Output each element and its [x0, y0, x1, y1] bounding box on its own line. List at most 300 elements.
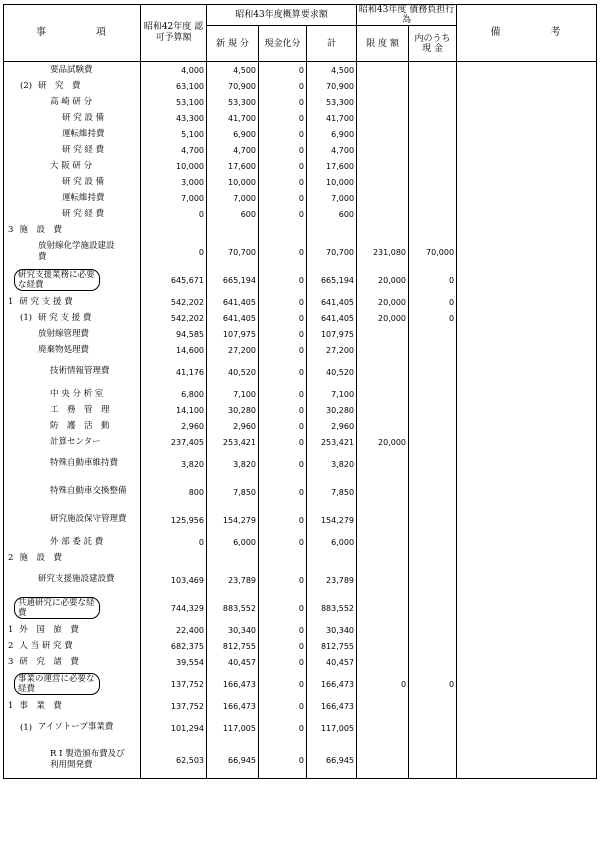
new-cell: 7,850: [207, 478, 259, 506]
item-cell: [4, 402, 141, 418]
cash-cell: 0: [259, 386, 307, 402]
item-cell: [4, 566, 141, 594]
remarks-cell: [457, 742, 597, 779]
item-cell: [4, 638, 141, 654]
table-row: [4, 358, 597, 386]
prev-budget-cell: 5,100: [141, 126, 207, 142]
table-row: [4, 566, 597, 594]
prev-budget-cell: 0: [141, 534, 207, 550]
remarks-cell: [457, 478, 597, 506]
cash-cell: 0: [259, 294, 307, 310]
item-cell: [4, 506, 141, 534]
prev-budget-cell: 645,671: [141, 266, 207, 294]
remarks-cell: [457, 654, 597, 670]
limit-cell: [357, 94, 409, 110]
remarks-cell: [457, 534, 597, 550]
remarks-cell: [457, 78, 597, 94]
cash-portion-cell: [409, 506, 457, 534]
cash-portion-cell: [409, 638, 457, 654]
item-label: 外 国 旅 費: [19, 624, 79, 635]
prev-budget-cell: 6,800: [141, 386, 207, 402]
cash-portion-cell: [409, 190, 457, 206]
prev-budget-cell: [141, 550, 207, 566]
remarks-cell: [457, 206, 597, 222]
new-cell: 107,975: [207, 326, 259, 342]
table-row: [4, 654, 597, 670]
item-label: R I 製造頒布費及び利用開発費: [50, 749, 125, 770]
table-row: [4, 310, 597, 326]
prev-budget-cell: 0: [141, 206, 207, 222]
new-cell: 117,005: [207, 714, 259, 742]
remarks-cell: [457, 62, 597, 79]
table-row: [4, 62, 597, 79]
total-cell: 40,457: [307, 654, 357, 670]
budget-table: [3, 4, 597, 779]
table-row: [4, 326, 597, 342]
item-label: 事業の運営に必要な経費: [14, 673, 100, 695]
new-cell: 23,789: [207, 566, 259, 594]
cash-portion-cell: [409, 62, 457, 79]
limit-cell: [357, 594, 409, 622]
table-row: [4, 742, 597, 779]
remarks-cell: [457, 238, 597, 266]
remarks-cell: [457, 358, 597, 386]
new-cell: [207, 550, 259, 566]
item-cell: [4, 174, 141, 190]
remarks-cell: [457, 142, 597, 158]
remarks-cell: [457, 342, 597, 358]
cash-cell: 0: [259, 594, 307, 622]
prev-budget-cell: 0: [141, 238, 207, 266]
prev-budget-cell: 14,100: [141, 402, 207, 418]
new-cell: 812,755: [207, 638, 259, 654]
cash-portion-cell: [409, 126, 457, 142]
item-cell: [4, 78, 141, 94]
item-label: アイソトープ事業費: [38, 722, 114, 732]
item-cell: [4, 294, 141, 310]
cash-cell: 0: [259, 742, 307, 779]
header-total: 計: [307, 26, 357, 62]
remarks-cell: [457, 266, 597, 294]
remarks-cell: [457, 94, 597, 110]
limit-cell: [357, 566, 409, 594]
cash-portion-cell: [409, 206, 457, 222]
new-cell: 7,000: [207, 190, 259, 206]
cash-cell: 0: [259, 622, 307, 638]
cash-cell: 0: [259, 174, 307, 190]
table-row: [4, 714, 597, 742]
header-cash-portion: 内のうち 現 金: [409, 26, 457, 62]
cash-cell: 0: [259, 342, 307, 358]
remarks-cell: [457, 418, 597, 434]
cash-cell: 0: [259, 326, 307, 342]
item-cell: [4, 62, 141, 79]
prev-budget-cell: 2,960: [141, 418, 207, 434]
limit-cell: [357, 110, 409, 126]
new-cell: 166,473: [207, 670, 259, 698]
total-cell: 70,900: [307, 78, 357, 94]
limit-cell: [357, 62, 409, 79]
cash-portion-cell: [409, 622, 457, 638]
total-cell: 7,000: [307, 190, 357, 206]
remarks-cell: [457, 714, 597, 742]
cash-cell: [259, 550, 307, 566]
new-cell: [207, 222, 259, 238]
item-cell: [4, 310, 141, 326]
item-cell: [4, 222, 141, 238]
total-cell: 665,194: [307, 266, 357, 294]
new-cell: 40,457: [207, 654, 259, 670]
prev-budget-cell: 137,752: [141, 698, 207, 714]
item-number: (1): [20, 723, 33, 733]
table-row: [4, 478, 597, 506]
header-remarks: 備 考: [457, 5, 597, 62]
remarks-cell: [457, 174, 597, 190]
total-cell: 23,789: [307, 566, 357, 594]
cash-cell: 0: [259, 418, 307, 434]
new-cell: 4,500: [207, 62, 259, 79]
cash-cell: 0: [259, 158, 307, 174]
total-cell: 70,700: [307, 238, 357, 266]
prev-budget-cell: 62,503: [141, 742, 207, 779]
item-cell: [4, 418, 141, 434]
total-cell: 53,300: [307, 94, 357, 110]
prev-budget-cell: 7,000: [141, 190, 207, 206]
cash-cell: 0: [259, 266, 307, 294]
limit-cell: [357, 450, 409, 478]
table-body: [4, 62, 597, 779]
remarks-cell: [457, 622, 597, 638]
item-cell: [4, 342, 141, 358]
prev-budget-cell: 4,700: [141, 142, 207, 158]
cash-cell: 0: [259, 358, 307, 386]
table-row: [4, 238, 597, 266]
item-number: 2: [8, 552, 14, 563]
item-cell: [4, 622, 141, 638]
limit-cell: 20,000: [357, 434, 409, 450]
remarks-cell: [457, 698, 597, 714]
cash-portion-cell: [409, 434, 457, 450]
total-cell: 117,005: [307, 714, 357, 742]
new-cell: 883,552: [207, 594, 259, 622]
new-cell: 53,300: [207, 94, 259, 110]
prev-budget-cell: 103,469: [141, 566, 207, 594]
cash-portion-cell: [409, 174, 457, 190]
total-cell: 4,700: [307, 142, 357, 158]
prev-budget-cell: 542,202: [141, 310, 207, 326]
total-cell: 30,340: [307, 622, 357, 638]
table-row: [4, 110, 597, 126]
item-cell: [4, 326, 141, 342]
total-cell: 6,000: [307, 534, 357, 550]
remarks-cell: [457, 110, 597, 126]
prev-budget-cell: 3,000: [141, 174, 207, 190]
item-label: 中 央 分 析 室: [50, 388, 104, 399]
table-row: [4, 222, 597, 238]
limit-cell: 231,080: [357, 238, 409, 266]
table-row: [4, 126, 597, 142]
cash-portion-cell: [409, 158, 457, 174]
item-label: 放射線化学施設建設費: [38, 241, 115, 262]
cash-cell: 0: [259, 402, 307, 418]
item-number: 1: [8, 700, 14, 711]
item-cell: [4, 594, 141, 622]
new-cell: 6,000: [207, 534, 259, 550]
budget-table-sheet: [3, 4, 596, 856]
item-label: 運転維持費: [62, 128, 105, 139]
prev-budget-cell: 137,752: [141, 670, 207, 698]
table-row: [4, 450, 597, 478]
header-cash: 現金化分: [259, 26, 307, 62]
limit-cell: [357, 698, 409, 714]
item-label: 外 部 委 託 費: [50, 536, 104, 547]
total-cell: 641,405: [307, 310, 357, 326]
table-row: [4, 550, 597, 566]
cash-portion-cell: [409, 566, 457, 594]
item-label: 共通研究に必要な経費: [14, 597, 100, 619]
limit-cell: [357, 402, 409, 418]
item-cell: [4, 358, 141, 386]
cash-cell: 0: [259, 94, 307, 110]
item-cell: [4, 190, 141, 206]
item-number: (1): [20, 312, 33, 323]
cash-portion-cell: 0: [409, 310, 457, 326]
item-label: 高 崎 研 分: [50, 96, 93, 107]
prev-budget-cell: 4,000: [141, 62, 207, 79]
item-number: 3: [8, 224, 14, 235]
item-label: 技術情報管理費: [50, 366, 110, 376]
total-cell: [307, 222, 357, 238]
item-label: 研 究 経 費: [62, 144, 105, 155]
new-cell: 665,194: [207, 266, 259, 294]
remarks-cell: [457, 386, 597, 402]
item-label: 特殊自動車交換整備: [50, 486, 127, 496]
cash-portion-cell: [409, 534, 457, 550]
total-cell: 6,900: [307, 126, 357, 142]
item-label: 計算センター: [50, 436, 101, 447]
item-label: 運転維持費: [62, 192, 105, 203]
prev-budget-cell: 22,400: [141, 622, 207, 638]
cash-cell: 0: [259, 654, 307, 670]
cash-cell: 0: [259, 238, 307, 266]
item-label: 工 務 管 理: [50, 404, 110, 415]
table-row: [4, 418, 597, 434]
item-label: 施 設 費: [19, 552, 62, 563]
remarks-cell: [457, 222, 597, 238]
item-number: 1: [8, 624, 14, 635]
cash-cell: 0: [259, 206, 307, 222]
cash-portion-cell: [409, 450, 457, 478]
limit-cell: [357, 174, 409, 190]
cash-portion-cell: [409, 742, 457, 779]
item-cell: [4, 534, 141, 550]
cash-portion-cell: [409, 418, 457, 434]
remarks-cell: [457, 638, 597, 654]
table-row: [4, 142, 597, 158]
cash-portion-cell: [409, 78, 457, 94]
total-cell: 17,600: [307, 158, 357, 174]
cash-portion-cell: [409, 550, 457, 566]
prev-budget-cell: 800: [141, 478, 207, 506]
table-row: [4, 78, 597, 94]
limit-cell: [357, 550, 409, 566]
item-cell: [4, 142, 141, 158]
item-cell: [4, 434, 141, 450]
item-cell: [4, 742, 141, 779]
cash-cell: 0: [259, 110, 307, 126]
cash-cell: 0: [259, 142, 307, 158]
cash-cell: 0: [259, 714, 307, 742]
cash-portion-cell: [409, 342, 457, 358]
new-cell: 253,421: [207, 434, 259, 450]
cash-portion-cell: [409, 222, 457, 238]
total-cell: 166,473: [307, 698, 357, 714]
header-debt-group: 昭和43年度 債務負担行為: [357, 5, 457, 26]
cash-portion-cell: [409, 142, 457, 158]
table-row: [4, 94, 597, 110]
item-label: 廃棄物処理費: [38, 344, 90, 355]
item-cell: [4, 110, 141, 126]
cash-cell: 0: [259, 698, 307, 714]
limit-cell: [357, 142, 409, 158]
prev-budget-cell: 14,600: [141, 342, 207, 358]
cash-portion-cell: [409, 478, 457, 506]
table-row: [4, 294, 597, 310]
remarks-cell: [457, 126, 597, 142]
table-row: [4, 594, 597, 622]
header-request-group: 昭和43年度概算要求額: [207, 5, 357, 26]
table-row: [4, 638, 597, 654]
remarks-cell: [457, 566, 597, 594]
table-row: [4, 386, 597, 402]
header-limit: 限 度 額: [357, 26, 409, 62]
new-cell: 4,700: [207, 142, 259, 158]
cash-cell: 0: [259, 62, 307, 79]
item-label: 研 究 設 備: [62, 112, 105, 123]
remarks-cell: [457, 294, 597, 310]
limit-cell: [357, 534, 409, 550]
cash-cell: [259, 222, 307, 238]
remarks-cell: [457, 190, 597, 206]
total-cell: 107,975: [307, 326, 357, 342]
cash-cell: 0: [259, 638, 307, 654]
new-cell: 30,280: [207, 402, 259, 418]
item-cell: [4, 698, 141, 714]
prev-budget-cell: 94,585: [141, 326, 207, 342]
new-cell: 641,405: [207, 310, 259, 326]
limit-cell: [357, 386, 409, 402]
table-row: [4, 534, 597, 550]
limit-cell: [357, 622, 409, 638]
total-cell: 600: [307, 206, 357, 222]
item-label: 研 究 設 備: [62, 176, 105, 187]
total-cell: 30,280: [307, 402, 357, 418]
item-cell: [4, 266, 141, 294]
item-cell: [4, 238, 141, 266]
limit-cell: [357, 158, 409, 174]
remarks-cell: [457, 670, 597, 698]
limit-cell: [357, 222, 409, 238]
remarks-cell: [457, 310, 597, 326]
item-cell: [4, 126, 141, 142]
prev-budget-cell: 63,100: [141, 78, 207, 94]
table-row: [4, 190, 597, 206]
item-cell: [4, 478, 141, 506]
table-row: [4, 402, 597, 418]
cash-cell: 0: [259, 434, 307, 450]
header-prev-budget: 昭和42年度 認可予算額: [141, 5, 207, 62]
prev-budget-cell: 101,294: [141, 714, 207, 742]
prev-budget-cell: 43,300: [141, 110, 207, 126]
remarks-cell: [457, 158, 597, 174]
new-cell: 66,945: [207, 742, 259, 779]
item-label: 人 当 研 究 費: [19, 640, 73, 651]
table-row: [4, 206, 597, 222]
remarks-cell: [457, 434, 597, 450]
new-cell: 70,700: [207, 238, 259, 266]
item-label: 防 護 活 動: [50, 420, 110, 431]
cash-cell: 0: [259, 310, 307, 326]
item-label: 施 設 費: [19, 224, 62, 235]
new-cell: 166,473: [207, 698, 259, 714]
cash-portion-cell: [409, 594, 457, 622]
item-label: 研究施設保守管理費: [50, 514, 127, 524]
prev-budget-cell: 237,405: [141, 434, 207, 450]
total-cell: 883,552: [307, 594, 357, 622]
new-cell: 70,900: [207, 78, 259, 94]
limit-cell: [357, 326, 409, 342]
new-cell: 40,520: [207, 358, 259, 386]
table-row: [4, 622, 597, 638]
total-cell: 10,000: [307, 174, 357, 190]
total-cell: 41,700: [307, 110, 357, 126]
limit-cell: 20,000: [357, 310, 409, 326]
prev-budget-cell: [141, 222, 207, 238]
item-number: 1: [8, 296, 14, 307]
cash-portion-cell: [409, 654, 457, 670]
cash-cell: 0: [259, 566, 307, 594]
limit-cell: [357, 418, 409, 434]
cash-cell: 0: [259, 670, 307, 698]
item-label: 研 究 支 援 費: [38, 312, 92, 323]
prev-budget-cell: 744,329: [141, 594, 207, 622]
total-cell: 7,100: [307, 386, 357, 402]
new-cell: 10,000: [207, 174, 259, 190]
item-label: 特殊自動車維持費: [50, 458, 119, 468]
prev-budget-cell: 10,000: [141, 158, 207, 174]
table-row: [4, 698, 597, 714]
prev-budget-cell: 3,820: [141, 450, 207, 478]
item-cell: [4, 450, 141, 478]
cash-portion-cell: [409, 714, 457, 742]
item-label: 研 究 経 費: [62, 208, 105, 219]
prev-budget-cell: 41,176: [141, 358, 207, 386]
limit-cell: [357, 78, 409, 94]
prev-budget-cell: 53,100: [141, 94, 207, 110]
table-row: [4, 266, 597, 294]
total-cell: 4,500: [307, 62, 357, 79]
cash-portion-cell: 0: [409, 670, 457, 698]
cash-cell: 0: [259, 190, 307, 206]
cash-cell: 0: [259, 78, 307, 94]
item-cell: [4, 550, 141, 566]
item-label: 放射線管理費: [38, 328, 90, 339]
new-cell: 600: [207, 206, 259, 222]
table-row: [4, 174, 597, 190]
header-item: 事 項: [4, 5, 141, 62]
remarks-cell: [457, 450, 597, 478]
total-cell: 253,421: [307, 434, 357, 450]
